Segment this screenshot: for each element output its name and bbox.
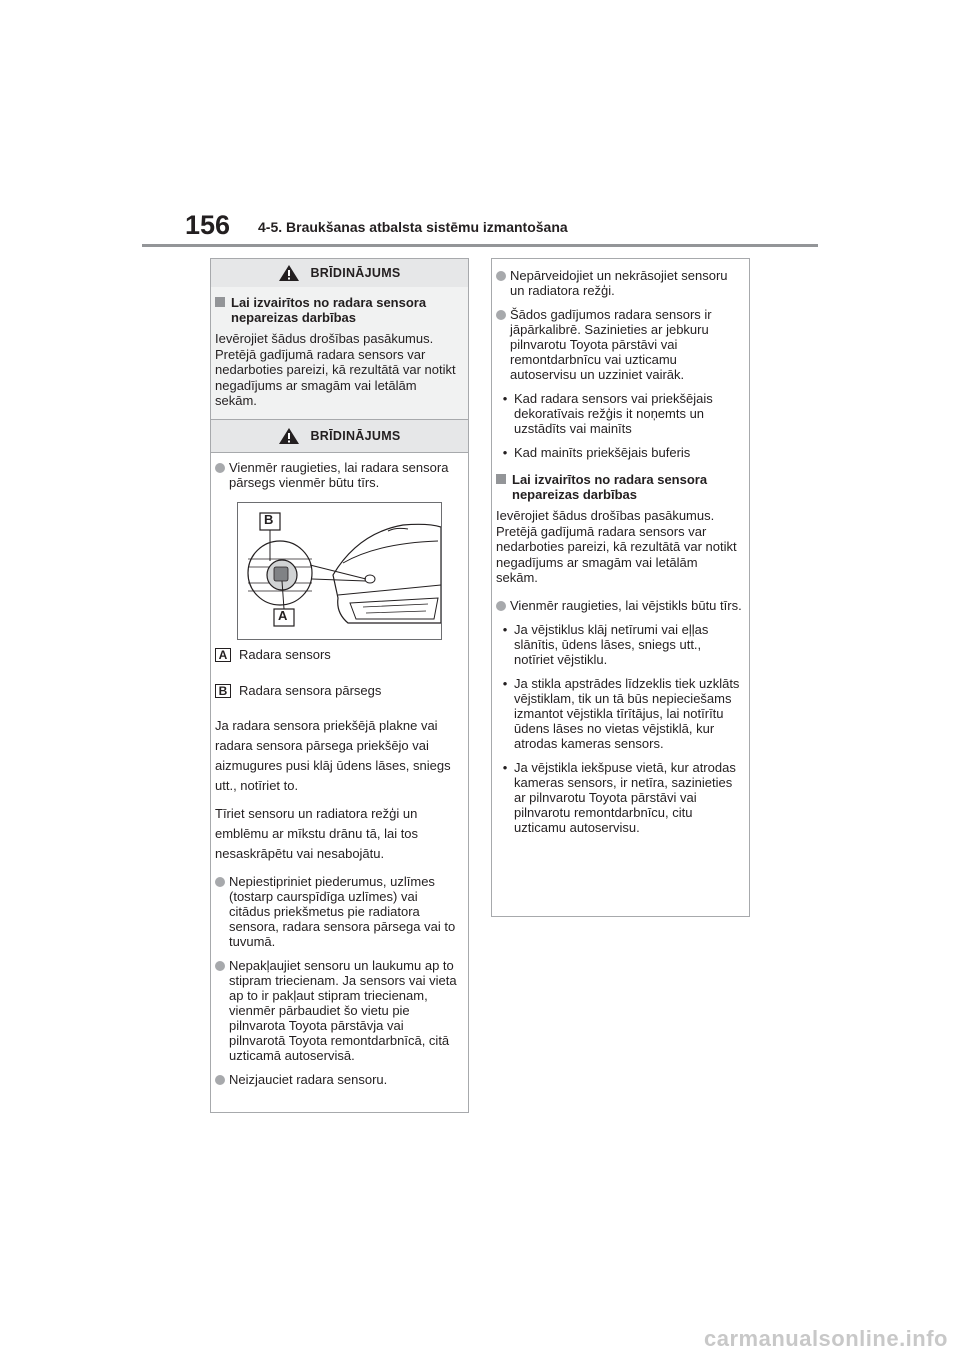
list-item (211, 453, 468, 490)
legend-key: B (215, 684, 231, 698)
dash-text: Ja vējstikla iekšpuse vietā, kur atrodas kameras sensors, ir netīra, sazinieties ar pilnvarotu Toyota pārstāvi vai pilnvarotu remontdarbnīcu, citu uzticamu autoservisu. (514, 759, 736, 835)
sub-warning-header (211, 419, 468, 453)
dot-bullet-icon: • (502, 391, 508, 406)
item-text: Ievērojiet šādus drošības pasākumus. Pretējā gadījumā radara sensors var nedarboties pareizi, kā rezultātā var notikt negadījums ar smagām vai letālām sekām. (215, 331, 456, 408)
dot-bullet-icon: • (502, 621, 508, 637)
bullet-text: Nepiestipriniet piederumus, uzlīmes (tostarp caurspīdīga uzlīmes) vai citādus priekšmetus pie radiatora sensora, radara sensora pārsega vai to tuvumā. (229, 873, 456, 949)
list-item (211, 949, 468, 1063)
figure-label-a: A (278, 607, 288, 623)
legend-item-a (211, 640, 468, 666)
bullet-text: Neizjauciet radara sensoru. (229, 1071, 388, 1087)
dash-text: Ja stikla apstrādes līdzeklis tiek uzklāts vējstiklam, tik un tā būs nepieciešams izmantot vējstikla tīrītājus, lai notīrītu ūdens lāses no vietas vējstiklā, kur atrodas kameras sensors. (514, 675, 740, 751)
circle-bullet-icon (215, 463, 225, 473)
dot-bullet-icon: • (502, 445, 508, 460)
legend-key: A (215, 648, 231, 662)
bullet-text: Nepakļaujiet sensoru un laukumu ap to stipram triecienam. Ja sensors vai vieta ap to ir pakļaut stipram triecienam, vienmēr pārbaudiet šo vietu pie pilnvarota Toyota pārstāvja vai pilnvarotā Toyota remontdarbnīcā, citā uzticamā autoservisā. (229, 957, 457, 1063)
list-item (492, 667, 749, 751)
legend-text: Radara sensors (239, 647, 331, 662)
square-bullet-icon (215, 297, 225, 307)
dash-text: Kad mainīts priekšējais buferis (514, 445, 691, 460)
warning-triangle-icon (278, 427, 300, 445)
bullet-text: Vienmēr raugieties, lai vējstikls būtu tīrs. (510, 597, 742, 613)
item-heading (211, 291, 468, 325)
list-item (492, 751, 749, 835)
dash-text: Kad radara sensors vai priekšējais dekoratīvais režģis it noņemts un uzstādīts vai mainīts (514, 391, 713, 436)
warning-body (211, 287, 468, 419)
dot-bullet-icon: • (502, 759, 508, 775)
circle-bullet-icon (496, 271, 506, 281)
list-item (492, 436, 749, 460)
square-bullet-icon (496, 474, 506, 484)
bullet-text: Šādos gadījumos radara sensors ir jāpārkalibrē. Sazinieties ar jebkuru pilnvarotu Toyota pārstāvi vai remontdarbnīcu vai uzticamu autoservisu un uzziniet vairāk. (510, 307, 712, 382)
circle-bullet-icon (215, 961, 225, 971)
list-item (492, 613, 749, 667)
bullet-text: Vienmēr raugieties, lai radara sensora pārsegs vienmēr būtu tīrs. (229, 459, 449, 490)
bullet-text: Nepārveidojiet un nekrāsojiet sensoru un radiatora režģi. (510, 268, 728, 298)
warning-title: BRĪDINĀJUMS (310, 266, 401, 280)
item-heading-text: Lai izvairītos no radara sensora nepareizas darbības (231, 295, 427, 325)
item-heading (492, 460, 749, 502)
header-divider (142, 244, 818, 247)
list-item (492, 382, 749, 436)
item-text: Ievērojiet šādus drošības pasākumus. Pretējā gadījumā radara sensors var nedarboties pareizi, kā rezultātā var notikt negadījums ar smagām vai letālām sekām. (496, 508, 737, 585)
warning-box-right (491, 258, 750, 917)
list-item (492, 261, 749, 298)
warning-box-left (210, 258, 469, 1113)
page-number: 156 (185, 210, 231, 240)
legend-item-b (211, 666, 468, 702)
paragraph: Tīriet sensoru un radiatora režģi un emblēmu ar mīkstu drānu tā, lai tos nesaskrāpētu vai nesabojātu. (215, 805, 419, 861)
circle-bullet-icon (496, 310, 506, 320)
dash-text: Ja vējstiklus klāj netīrumi vai eļļas slānītis, ūdens lāses, sniegs utt., notīriet vējstiklu. (514, 621, 709, 667)
list-item (211, 1063, 468, 1087)
figure-label-b: B (264, 511, 274, 527)
section-title: 4-5. Braukšanas atbalsta sistēmu izmantošana (258, 219, 568, 235)
list-item (492, 298, 749, 382)
warning-triangle-icon (278, 264, 300, 282)
sub-warning-title: BRĪDINĀJUMS (310, 428, 401, 443)
list-item (211, 864, 468, 949)
warning-header (211, 259, 468, 287)
watermark: carmanualsonline.info (704, 1326, 948, 1351)
list-item (492, 586, 749, 613)
item-heading-text: Lai izvairītos no radara sensora nepareizas darbības (512, 472, 708, 502)
circle-bullet-icon (215, 877, 225, 887)
legend-text: Radara sensora pārsegs (239, 683, 382, 698)
paragraph: Ja radara sensora priekšējā plakne vai radara sensora pārsega priekšējo vai aizmugures pusi klāj ūdens lāses, sniegs utt., notīriet to. (215, 717, 451, 793)
dot-bullet-icon: • (502, 675, 508, 691)
circle-bullet-icon (496, 601, 506, 611)
circle-bullet-icon (215, 1075, 225, 1085)
